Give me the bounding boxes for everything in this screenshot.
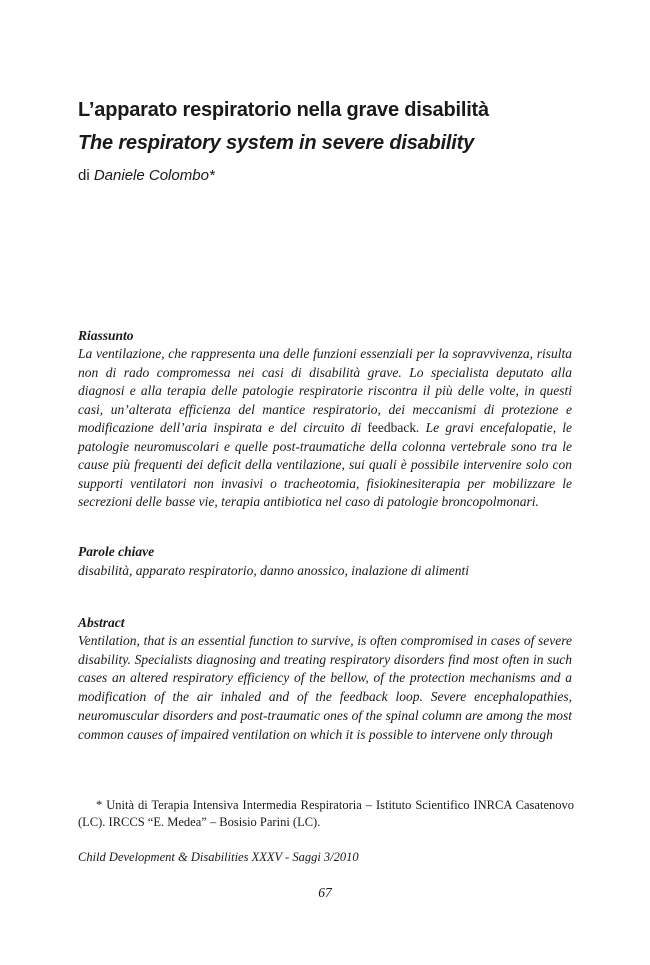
article-title: L’apparato respiratorio nella grave disabilità bbox=[78, 99, 489, 121]
riassunto-text-part1: La ventilazione, che rappresenta una delle funzioni essenziali per la sopravvivenza, risulta non di rado compromessa nei casi di disabilità grave. Lo specialista deputato alla diagnosi e alla terapia delle patologie respiratorie riscontra il più delle volte, in questi casi, un’alterata efficienza del mantice respiratorio, dei meccanismi di protezione e modificazione dell’aria inspirata e del circuito di bbox=[78, 346, 572, 435]
byline-prefix: di bbox=[78, 167, 94, 184]
abstract-heading: Abstract bbox=[78, 615, 125, 630]
abstract-text: Ventilation, that is an essential function to survive, is often compromised in cases of severe disability. Specialists diagnosing and treating respiratory disorders find most often in such cases an altered respiratory efficiency of the bellow, of the protection mechanisms and a modification of the air inhaled and of the feedback loop. Severe encephalopathies, neuromuscular disorders and post-traumatic ones of the spinal column are among the most common causes of impaired ventilation on which it is possible to intervene only through bbox=[78, 633, 572, 742]
riassunto-text-part2: . Le gravi encefalopatie, le patologie neuromuscolari e quelle post-traumatiche della colonna vertebrale sono tra le cause più frequenti dei deficit della ventilazione, sui quali è possibile intervenire solo con supporti ventilatori non invasivi o tracheotomia, fisiokinesiterapia per mobilizzare le secrezioni delle basse vie, terapia antibiotica nel caso di patologie broncopolmonari. bbox=[78, 420, 572, 509]
page-number: 67 bbox=[318, 885, 332, 900]
riassunto-heading: Riassunto bbox=[78, 328, 134, 343]
byline bbox=[78, 166, 215, 186]
riassunto-feedback-word: feedback bbox=[367, 420, 417, 435]
journal-citation: Child Development & Disabilities XXXV - Saggi 3/2010 bbox=[78, 850, 359, 864]
riassunto-text bbox=[78, 345, 572, 512]
keywords-heading: Parole chiave bbox=[78, 544, 155, 559]
article-subtitle-english: The respiratory system in severe disability bbox=[78, 132, 475, 154]
author-name: Daniele Colombo* bbox=[93, 167, 215, 184]
keywords-text: disabilità, apparato respiratorio, danno anossico, inalazione di alimenti bbox=[78, 563, 470, 578]
author-affiliation-footnote: * Unità di Terapia Intensiva Intermedia Respiratoria – Istituto Scientifico INRCA Casatenovo (LC). IRCCS “E. Medea” – Bosisio Parini (LC). bbox=[78, 798, 574, 829]
